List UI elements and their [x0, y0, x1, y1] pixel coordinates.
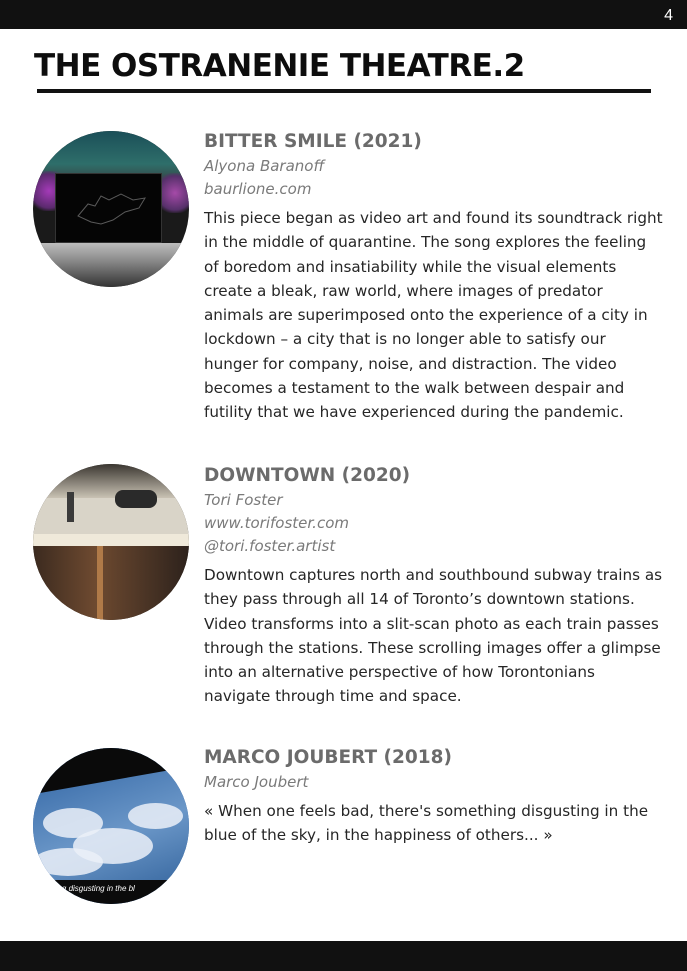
bottom-bar — [0, 941, 687, 971]
entry-title: DOWNTOWN (2020) — [204, 465, 411, 486]
downtown-text — [204, 463, 664, 709]
animal-silhouette-icon — [73, 186, 153, 231]
entry-description: Downtown captures north and southbound subway trains as they pass through all 14 of Toronto’s downtown stations. Video transforms into a slit-scan photo as each train passes through the stations. These scrolling images offer a glimpse into an alternative perspective of how Torontonians navigate through time and space. — [204, 566, 663, 706]
page-title: THE OSTRANENIE THEATRE.2 — [34, 48, 525, 84]
bitter-smile-text — [204, 129, 664, 425]
marco-joubert-thumbnail — [33, 748, 189, 904]
artist-link[interactable]: baurlione.com — [204, 180, 312, 198]
bitter-smile-thumbnail — [33, 131, 189, 287]
artist-name: Tori Foster — [204, 491, 283, 509]
artist-name: Marco Joubert — [204, 773, 309, 791]
entry-title: BITTER SMILE (2021) — [204, 131, 422, 152]
marco-joubert-text — [204, 745, 664, 848]
title-divider — [37, 89, 651, 93]
entry-description: This piece began as video art and found its soundtrack right in the middle of quarantine. The song explores the feeling of boredom and insatiability while the visual elements create a bleak, raw world, where images of predator animals are superimposed onto the experience of a city in lockdown – a city that is no longer able to satisfy our hunger for company, noise, and distraction. The video becomes a testament to the walk between despair and futility that we have experienced during the pandemic. — [204, 209, 663, 422]
artist-social-link[interactable]: @tori.foster.artist — [204, 537, 336, 555]
top-bar — [0, 0, 687, 29]
artist-name: Alyona Baranoff — [204, 157, 325, 175]
artist-website-link[interactable]: www.torifoster.com — [204, 514, 349, 532]
entry-title: MARCO JOUBERT (2018) — [204, 747, 452, 768]
downtown-thumbnail — [33, 464, 189, 620]
thumbnail-caption: thing disgusting in the bl — [49, 884, 135, 893]
page-number: 4 — [664, 7, 673, 24]
entry-description: « When one feels bad, there's something disgusting in the blue of the sky, in the happiness of others... » — [204, 802, 649, 845]
